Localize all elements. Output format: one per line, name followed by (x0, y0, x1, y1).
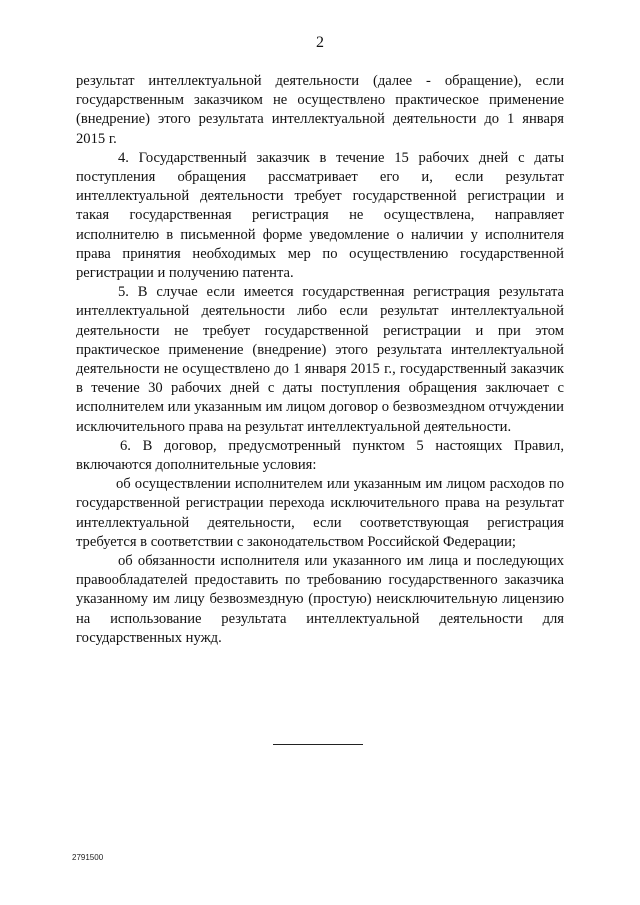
paragraph-item-4: 4. Государственный заказчик в течение 15 рабочих дней с даты поступления обращения рассматривает его и, если результат интеллектуальной деятельности требует государственной регистрации и такая государственная регистрация не осуществлена, направляет исполнителю в письменной форме уведомление о наличии у исполнителя права принятия необходимых мер по осуществлению государственной регистрации и получению патента. (76, 149, 564, 282)
paragraph-condition-registration: об осуществлении исполнителем или указанным им лицом расходов по государственной регистрации перехода исключительного права на результат интеллектуальной деятельности, если соответствующая регистрация требуется в соответствии с законодательством Российской Федерации; (76, 476, 564, 550)
page-number: 2 (316, 34, 324, 51)
separator-line (273, 744, 363, 745)
document-body (76, 72, 564, 648)
paragraph-item-5: 5. В случае если имеется государственная регистрация результата интеллектуальной деятельности либо если результат интеллектуальной деятельности не требует государственной регистрации и при этом практическое применение (внедрение) этого результата интеллектуальной деятельности не осуществлено до 1 января 2015 г., государственный заказчик в течение 30 рабочих дней с даты поступления обращения заключает с исполнителем или указанным им лицом договор о безвозмездном отчуждении исключительного права на результат интеллектуальной деятельности. (76, 284, 564, 435)
paragraph-continuation: результат интеллектуальной деятельности (далее - обращение), если государственным заказчиком не осуществлено практическое применение (внедрение) этого результата интеллектуальной деятельности до 1 января 2015 г. (76, 73, 564, 147)
paragraph-condition-license: об обязанности исполнителя или указанного им лица и последующих правообладателей предоставить по требованию государственного заказчика указанному им лицу безвозмездную (простую) неисключительную лицензию на использование результата интеллектуальной деятельности для государственных нужд. (76, 553, 564, 646)
paragraph-item-6: 6. В договор, предусмотренный пунктом 5 настоящих Правил, включаются дополнительные условия: (76, 437, 564, 474)
document-code: 2791500 (72, 853, 104, 862)
